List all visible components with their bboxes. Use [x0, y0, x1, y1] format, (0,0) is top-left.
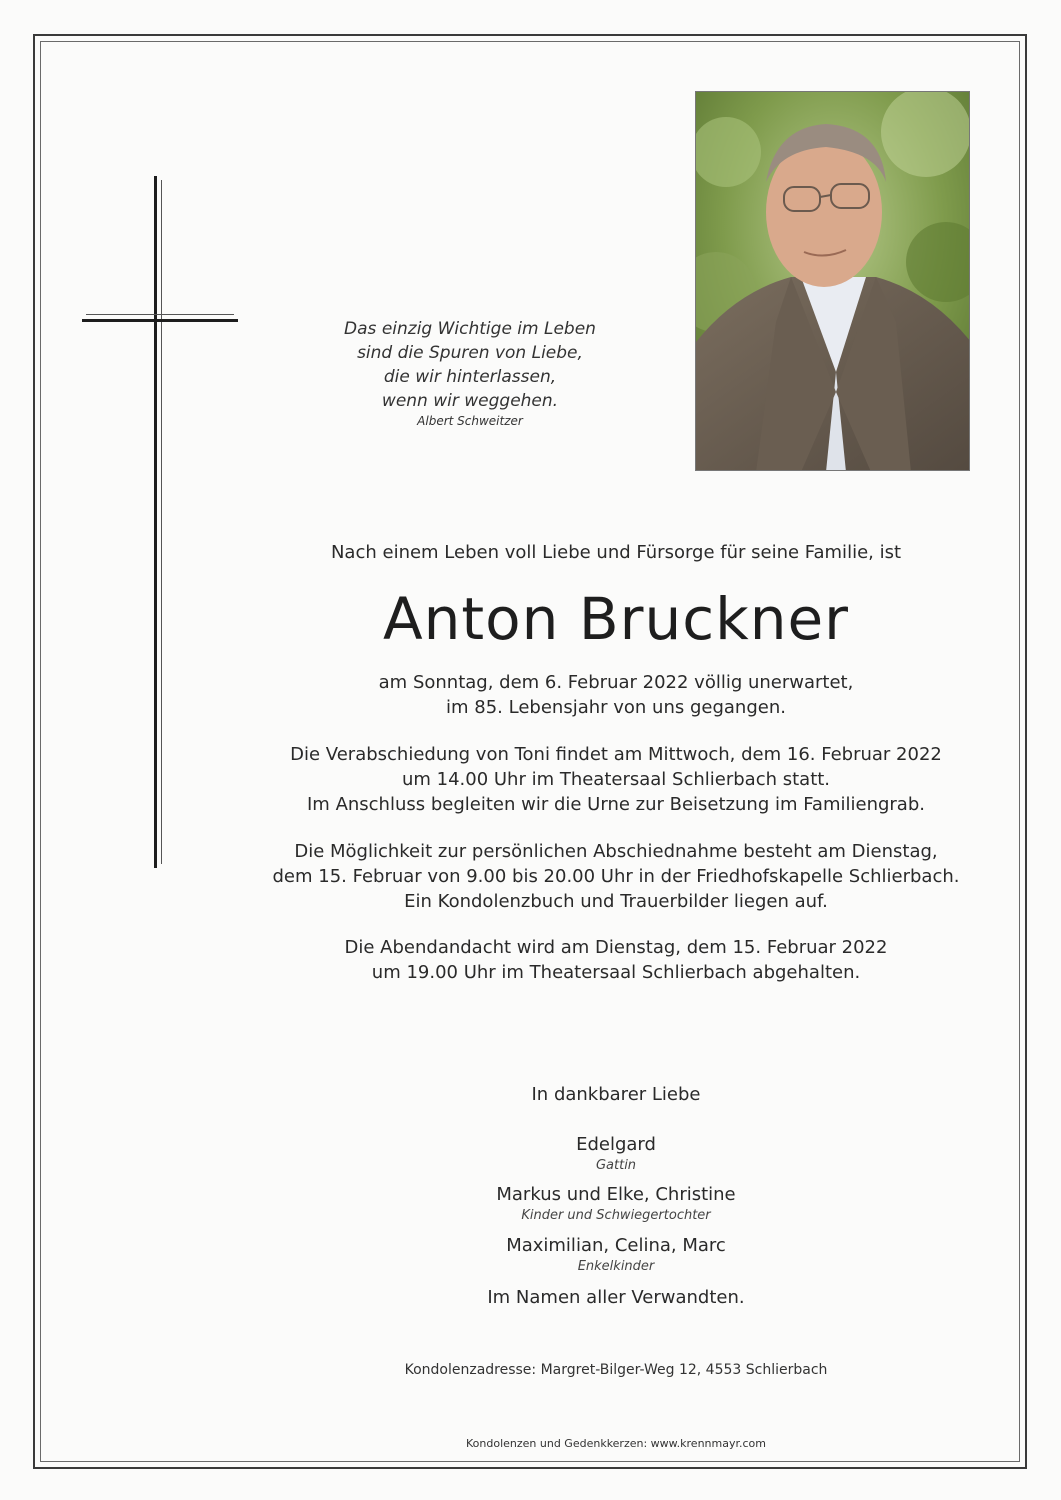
text-line: Die Möglichkeit zur persönlichen Abschiednahme besteht am Dienstag, — [294, 841, 938, 862]
family-relation: Gattin — [595, 1158, 637, 1173]
condolence-address: Kondolenzadresse: Margret-Bilger-Weg 12, 4553 Schlierbach — [404, 1362, 828, 1378]
family-names: Maximilian, Celina, Marc — [506, 1235, 726, 1256]
closing-text: In dankbarer Liebe — [531, 1084, 701, 1105]
paragraph-viewing — [240, 839, 992, 914]
text-line: Ein Kondolenzbuch und Trauerbilder liegen auf. — [404, 891, 828, 912]
text-line: um 14.00 Uhr im Theatersaal Schlierbach statt. — [401, 769, 831, 790]
family-group — [240, 1133, 992, 1175]
family-relation: Kinder und Schwiegertochter — [521, 1208, 711, 1223]
text-line: dem 15. Februar von 9.00 bis 20.00 Uhr in der Friedhofskapelle Schlierbach. — [272, 866, 960, 887]
text-line: am Sonntag, dem 6. Februar 2022 völlig unerwartet, — [378, 672, 854, 693]
quote-author: Albert Schweitzer — [417, 414, 523, 428]
portrait-photo — [695, 91, 970, 471]
quote-line: Das einzig Wichtige im Leben — [344, 319, 596, 339]
paragraph-vigil — [240, 935, 992, 985]
text-line: um 19.00 Uhr im Theatersaal Schlierbach abgehalten. — [371, 962, 861, 983]
quote-line: wenn wir weggehen. — [381, 391, 559, 411]
cross-icon — [82, 176, 238, 868]
deceased-name: Anton Bruckner — [382, 585, 850, 653]
all-relatives-text: Im Namen aller Verwandten. — [487, 1287, 745, 1308]
family-group — [240, 1183, 992, 1225]
footer-text: Kondolenzen und Gedenkkerzen: www.krennmayr.com — [466, 1437, 766, 1450]
quote-line: sind die Spuren von Liebe, — [357, 343, 583, 363]
text-line: Die Abendandacht wird am Dienstag, dem 15. Februar 2022 — [344, 937, 888, 958]
family-names: Edelgard — [576, 1134, 656, 1155]
family-names: Markus und Elke, Christine — [496, 1184, 736, 1205]
quote-line: die wir hinterlassen, — [383, 367, 557, 387]
paragraph-farewell — [240, 742, 992, 817]
memorial-quote — [300, 317, 640, 429]
paragraph-death — [240, 670, 992, 720]
family-group — [240, 1234, 992, 1276]
intro-text: Nach einem Leben voll Liebe und Fürsorge für seine Familie, ist — [330, 542, 902, 563]
family-relation: Enkelkinder — [577, 1259, 655, 1274]
text-line: im 85. Lebensjahr von uns gegangen. — [446, 697, 786, 718]
text-line: Die Verabschiedung von Toni findet am Mittwoch, dem 16. Februar 2022 — [290, 744, 942, 765]
text-line: Im Anschluss begleiten wir die Urne zur Beisetzung im Familiengrab. — [307, 794, 925, 815]
